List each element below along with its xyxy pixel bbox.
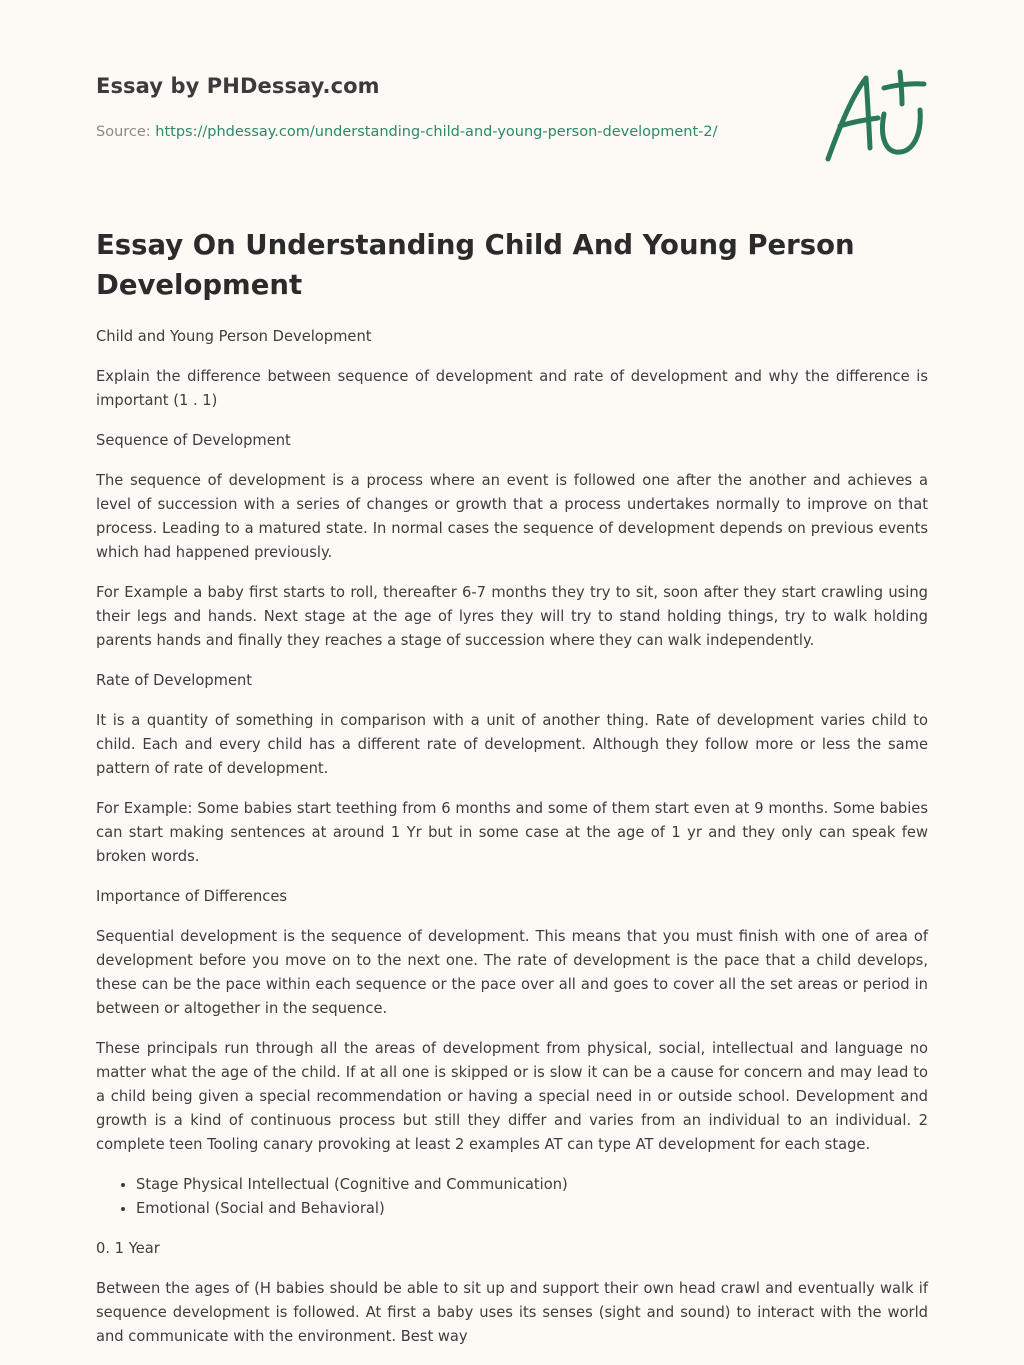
paragraph: It is a quantity of something in comparison with a unit of another thing. Rate of development varies child to child. Each and every child has a different rate of development. Although they follow more or less the same pattern of rate of development. — [96, 712, 928, 777]
paragraph: These principals run through all the areas of development from physical, social, intellectual and language no matter what the age of the child. If at all one is skipped or is slow it can be a cause for concern and may lead to a child being given a special recommendation or having a special need in or outside school. Development and growth is a kind of continuous process but still they differ and varies from an individual to an individual. 2 complete teen Tooling canary provoking at least 2 examples AT can type AT development for each stage. — [96, 1040, 928, 1153]
paragraph: For Example: Some babies start teething from 6 months and some of them start even at 9 months. Some babies can start making sentences at around 1 Yr but in some case at the age of 1 yr and they only can speak few broken words. — [96, 800, 928, 865]
section-heading-rate: Rate of Development — [96, 672, 253, 689]
essay-body — [96, 325, 928, 1365]
subtitle-paragraph: Child and Young Person Development — [96, 328, 372, 345]
list-item: • Emotional (Social and Behavioral) — [136, 1197, 928, 1221]
question-paragraph: Explain the difference between sequence of development and rate of development and why the difference is important (1 . 1) — [96, 368, 928, 409]
section-heading-importance: Importance of Differences — [96, 888, 288, 905]
paragraph: The sequence of development is a process where an event is followed one after the another and achieves a level of succession with a series of changes or growth that a process undertakes normally to improve on that process. Leading to a matured state. In normal cases the sequence of development depends on previous events which had happened previously. — [96, 472, 928, 561]
site-brand: Essay by PHDessay.com — [96, 74, 380, 98]
paragraph: Between the ages of (H babies should be able to sit up and support their own head crawl and eventually walk if sequence development is followed. At first a baby uses its senses (sight and sound) to interact with the world and communicate with the environment. Best way — [96, 1280, 928, 1345]
source-label: Source: — [96, 124, 151, 140]
paragraph: For Example a baby first starts to roll, thereafter 6-7 months they try to sit, soon after they start crawling using their legs and hands. Next stage at the age of lyres they will try to stand holding things, try to walk holding parents hands and finally they reaches a stage of succession where they can walk independently. — [96, 584, 928, 649]
source-line — [96, 124, 718, 140]
list-item: • Stage Physical Intellectual (Cognitive and Communication) — [136, 1173, 928, 1197]
essay-title: Essay On Understanding Child And Young Person Development — [96, 229, 855, 301]
stage-list — [96, 1173, 928, 1221]
paragraph: Sequential development is the sequence of development. This means that you must finish with one of area of development before you move on to the next one. The rate of development is the pace that a child develops, these can be the pace within each sequence or the pace over all and goes to cover all the set areas or period in between or altogether in the sequence. — [96, 928, 928, 1017]
source-link[interactable]: https://phdessay.com/understanding-child-and-young-person-development-2/ — [155, 124, 718, 140]
section-heading-sequence: Sequence of Development — [96, 432, 291, 449]
section-heading-age: 0. 1 Year — [96, 1240, 160, 1257]
a-plus-logo-icon — [822, 66, 930, 166]
